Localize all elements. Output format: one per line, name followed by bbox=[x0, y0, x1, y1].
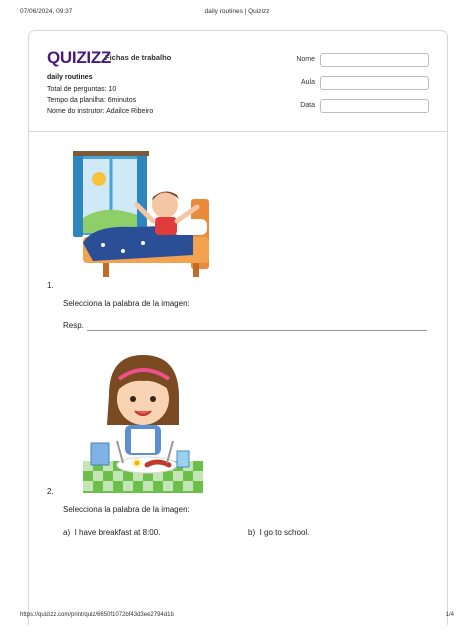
worksheet-time: Tempo da planilha: 6minutos bbox=[47, 97, 137, 104]
total-questions: Total de perguntas: 10 bbox=[47, 86, 117, 93]
question-2-option-b[interactable] bbox=[248, 528, 309, 537]
worksheet-subtitle: Fichas de trabalho bbox=[105, 53, 172, 62]
print-page-number: 1/4 bbox=[445, 612, 454, 618]
option-a-letter: a) bbox=[63, 528, 71, 537]
option-a-text: I have breakfast at 8:00. bbox=[74, 528, 161, 537]
worksheet bbox=[28, 30, 448, 625]
question-1-response-label: Resp. bbox=[63, 321, 84, 330]
question-1-prompt: Selecciona la palabra de la imagen: bbox=[63, 299, 190, 308]
question-1-response-line[interactable] bbox=[87, 330, 427, 331]
print-title: daily routines | Quizizz bbox=[204, 8, 270, 15]
date-field[interactable] bbox=[320, 99, 429, 113]
print-url[interactable]: https://quizizz.com/print/quiz/6650f1072bf43d3ee2794d1b bbox=[20, 612, 174, 618]
name-field[interactable] bbox=[320, 53, 429, 67]
child-waking-up-image bbox=[73, 151, 213, 281]
worksheet-header bbox=[29, 31, 447, 132]
date-label: Data bbox=[300, 102, 315, 109]
worksheet-title: daily routines bbox=[47, 74, 93, 81]
question-2-number: 2. bbox=[47, 487, 54, 496]
option-b-letter: b) bbox=[248, 528, 256, 537]
girl-eating-breakfast-image bbox=[81, 351, 205, 493]
instructor-name: Nome do instrutor: Adailce Ribeiro bbox=[47, 108, 154, 115]
question-2-prompt: Selecciona la palabra de la imagen: bbox=[63, 505, 190, 514]
print-footer bbox=[20, 612, 454, 622]
question-2-option-a[interactable] bbox=[63, 528, 160, 537]
quizizz-logo: QUIZIZZ bbox=[47, 48, 111, 67]
print-header bbox=[20, 8, 454, 20]
class-label: Aula bbox=[300, 79, 315, 86]
name-label: Nome bbox=[296, 56, 315, 63]
print-datetime: 07/06/2024, 09:37 bbox=[20, 8, 73, 15]
question-1-number: 1. bbox=[47, 281, 54, 290]
option-b-text: I go to school. bbox=[259, 528, 310, 537]
class-field[interactable] bbox=[320, 76, 429, 90]
